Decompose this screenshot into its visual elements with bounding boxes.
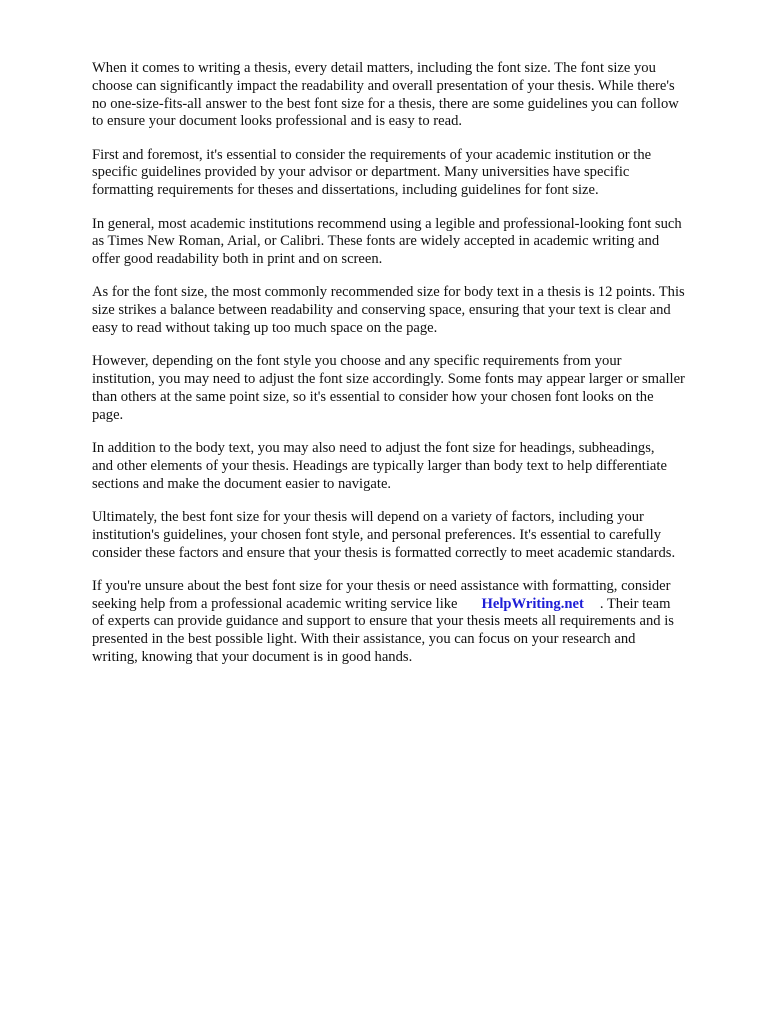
helpwriting-link[interactable]: HelpWriting.net: [481, 595, 584, 612]
paragraph-6: In addition to the body text, you may also need to adjust the font size for headings, subheadings, and other elements of your thesis. Headings are typically larger than body text to help differentiate sections and make the document easier to navigate.: [92, 440, 667, 492]
paragraph-4: As for the font size, the most commonly recommended size for body text in a thesis is 12 points. This size strikes a balance between readability and conserving space, ensuring that your text is clear and easy to read without taking up too much space on the page.: [92, 284, 685, 337]
paragraph-8-text-after-link: . Their team of experts can provide guidance and support to ensure that your thesis meets all requirements and is presented in the best possible light. With their assistance, you can focus on your research and writing, knowing that your document is in good hands.: [92, 595, 674, 666]
paragraph-1: When it comes to writing a thesis, every detail matters, including the font size. The font size you choose can significantly impact the readability and overall presentation of your thesis. While there's no one-size-fits-all answer to the best font size for a thesis, there are some guidelines you can follow to ensure your document looks professional and is easy to read.: [92, 60, 679, 130]
document-body: [92, 60, 732, 682]
paragraph-8-text-before-link: If you're unsure about the best font size for your thesis or need assistance with formatting, consider seeking help from a professional academic writing service like: [92, 577, 671, 612]
paragraph-8: [92, 578, 732, 667]
paragraph-3: In general, most academic institutions recommend using a legible and professional-looking font such as Times New Roman, Arial, or Calibri. These fonts are widely accepted in academic writing and offer good readability both in print and on screen.: [92, 215, 682, 268]
paragraph-2: First and foremost, it's essential to consider the requirements of your academic institution or the specific guidelines provided by your advisor or department. Many universities have specific formatting requirements for theses and dissertations, including guidelines for font size.: [92, 146, 652, 199]
paragraph-5: However, depending on the font style you choose and any specific requirements from your institution, you may need to adjust the font size accordingly. Some fonts may appear larger or smaller than others at the same point size, so it's essential to consider how your chosen font looks on the page.: [92, 353, 685, 423]
paragraph-7: Ultimately, the best font size for your thesis will depend on a variety of factors, including your institution's guidelines, your chosen font style, and personal preferences. It's essential to carefully consider these factors and ensure that your thesis is formatted correctly to meet academic standards.: [92, 508, 676, 561]
